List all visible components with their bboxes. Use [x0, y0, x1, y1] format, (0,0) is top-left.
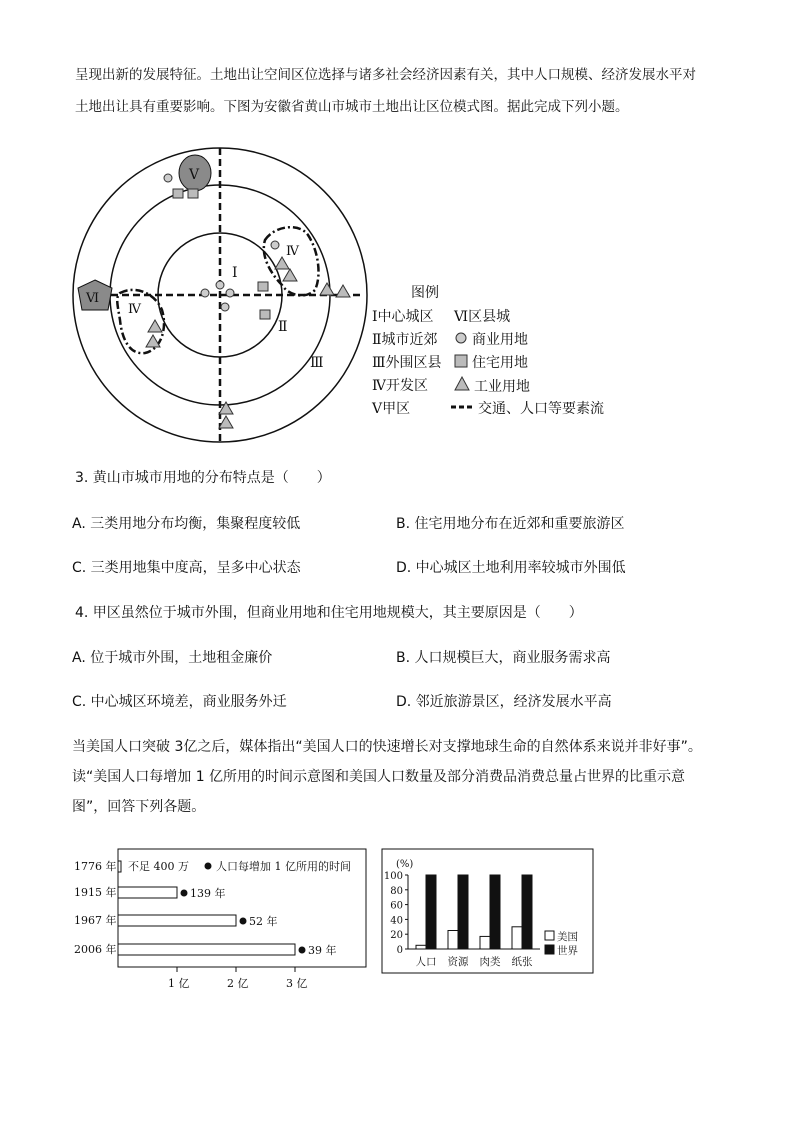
chart2-category-label: 资源: [447, 956, 469, 968]
chart1-point-label: 39 年: [308, 944, 337, 957]
chart1-point-dot: [240, 918, 247, 925]
zone-iv-left-label: Ⅳ: [128, 302, 141, 317]
q3-option-d: D. 中心城区土地利用率较城市外围低: [396, 560, 626, 576]
commercial-marker: [216, 281, 224, 289]
intro-line-1: 呈现出新的发展特征。土地出让空间区位选择与诸多社会经济因素有关，其中人口规模、经济发展水平对: [75, 67, 696, 83]
commercial-marker: [271, 241, 279, 249]
chart1-tick-label: 3 亿: [286, 977, 308, 990]
passage2-line-1: 当美国人口突破 3亿之后，媒体指出“美国人口的快速增长对支撑地球生命的自然体系来说并非好事”。: [72, 739, 702, 755]
commercial-marker: [221, 303, 229, 311]
chart1-legend-dot: [205, 863, 212, 870]
chart2-ytick-label: 0: [396, 945, 403, 956]
industrial-marker: [146, 335, 160, 347]
chart2-legend-swatch: [545, 945, 554, 954]
chart2-legend-label: 美国: [557, 931, 578, 943]
legend-row4-b: 工业用地: [474, 379, 530, 395]
industrial-marker: [336, 285, 350, 297]
residential-marker: [173, 189, 183, 198]
chart2-legend-label: 世界: [557, 945, 578, 957]
q4-option-b: B. 人口规模巨大，商业服务需求高: [396, 650, 611, 666]
legend-row4-a: Ⅳ开发区: [372, 378, 428, 394]
chart1-tick-label: 1 亿: [168, 977, 190, 990]
legend-row3-a: Ⅲ外围区县: [372, 355, 442, 371]
chart1-point-dot: [299, 947, 306, 954]
chart2-category-label: 人口: [415, 956, 437, 968]
legend-row2-a: Ⅱ城市近郊: [372, 332, 438, 348]
residential-marker: [260, 310, 270, 319]
commercial-legend-icon: [454, 331, 468, 345]
legend-row5-b: 交通、人口等要素流: [478, 401, 604, 417]
chart2-bar: [490, 875, 500, 949]
zone-vi-label: Ⅵ: [86, 291, 100, 306]
chart1-category-label: 1967 年: [74, 914, 117, 927]
q3-option-b: B. 住宅用地分布在近郊和重要旅游区: [396, 516, 625, 532]
industrial-legend-icon: [454, 376, 470, 391]
q3-option-a: A. 三类用地分布均衡，集聚程度较低: [72, 516, 301, 532]
industrial-marker: [283, 269, 297, 281]
chart1-point-label: 52 年: [249, 915, 278, 928]
legend-row5-a: Ⅴ甲区: [372, 401, 411, 417]
intro-line-2: 土地出让具有重要影响。下图为安徽省黄山市城市土地出让区位模式图。据此完成下列小题。: [75, 99, 629, 115]
chart1-point-label: 139 年: [190, 887, 226, 900]
chart2-legend-swatch: [545, 931, 554, 940]
chart2-bar: [416, 945, 426, 949]
q4-stem: 4. 甲区虽然位于城市外围，但商业用地和住宅用地规模大，其主要原因是（ ）: [75, 605, 583, 621]
chart1-category-label: 2006 年: [74, 943, 117, 956]
chart2-ylabel: (%): [396, 859, 414, 870]
chart1-point-dot: [181, 890, 188, 897]
commercial-marker: [201, 289, 209, 297]
chart1-bar: [118, 861, 121, 872]
q3-stem: 3. 黄山市城市用地的分布特点是（ ）: [75, 470, 331, 486]
commercial-marker: [164, 174, 172, 182]
zone-v-label: Ⅴ: [189, 167, 200, 183]
population-growth-chart: [70, 845, 370, 990]
q4-option-a: A. 位于城市外围，土地租金廉价: [72, 650, 273, 666]
chart2-bar: [426, 875, 436, 949]
chart2-bar: [458, 875, 468, 949]
passage2-line-2: 读“美国人口每增加 1 亿所用的时间示意图和美国人口数量及部分消费品消费总量占世界的比重示意: [72, 769, 686, 785]
chart1-bar: [118, 915, 236, 926]
chart2-bar: [480, 936, 490, 949]
chart2-bar: [512, 927, 522, 949]
legend-row1-b: Ⅵ区县城: [454, 309, 511, 325]
chart1-category-label: 1776 年: [74, 860, 117, 873]
chart1-bar: [118, 887, 177, 898]
consumption-share-chart: [380, 845, 595, 975]
zone-i-label: Ⅰ: [232, 265, 238, 281]
residential-marker: [258, 282, 268, 291]
residential-marker: [188, 189, 198, 198]
land-transfer-diagram: [60, 145, 380, 445]
q4-option-c: C. 中心城区环境差，商业服务外迁: [72, 694, 287, 710]
chart2-category-label: 肉类: [479, 956, 501, 968]
industrial-marker: [320, 283, 334, 295]
chart2-bar: [448, 931, 458, 950]
chart2-ytick-label: 40: [390, 915, 403, 927]
legend-title: 图例: [411, 285, 439, 301]
legend-row2-b: 商业用地: [472, 332, 528, 348]
q4-option-d: D. 邻近旅游景区，经济发展水平高: [396, 694, 612, 710]
chart1-category-label: 1915 年: [74, 886, 117, 899]
industrial-marker: [148, 320, 162, 332]
chart2-ytick-label: 20: [390, 930, 403, 942]
passage2-line-3: 图”，回答下列各题。: [72, 799, 206, 815]
legend-row3-b: 住宅用地: [472, 355, 528, 371]
q3-option-c: C. 三类用地集中度高，呈多中心状态: [72, 560, 301, 576]
chart2-ytick-label: 60: [390, 900, 403, 912]
chart2-bar: [522, 875, 532, 949]
chart1-bar: [118, 944, 295, 955]
chart2-category-label: 纸张: [511, 956, 533, 968]
zone-iii-label: Ⅲ: [310, 355, 324, 371]
chart1-legend-label: 人口每增加 1 亿所用的时间: [216, 860, 351, 873]
chart2-ytick-label: 100: [383, 871, 403, 882]
commercial-marker: [226, 289, 234, 297]
zone-ii-label: Ⅱ: [278, 319, 288, 335]
zone-iv-right-label: Ⅳ: [286, 244, 299, 259]
chart1-tick-label: 2 亿: [227, 977, 249, 990]
flow-legend-icon: [450, 403, 476, 411]
legend-row1-a: Ⅰ中心城区: [372, 309, 434, 325]
chart2-ytick-label: 80: [390, 885, 403, 897]
residential-legend-icon: [454, 354, 468, 368]
chart1-point-label: 不足 400 万: [128, 860, 189, 873]
